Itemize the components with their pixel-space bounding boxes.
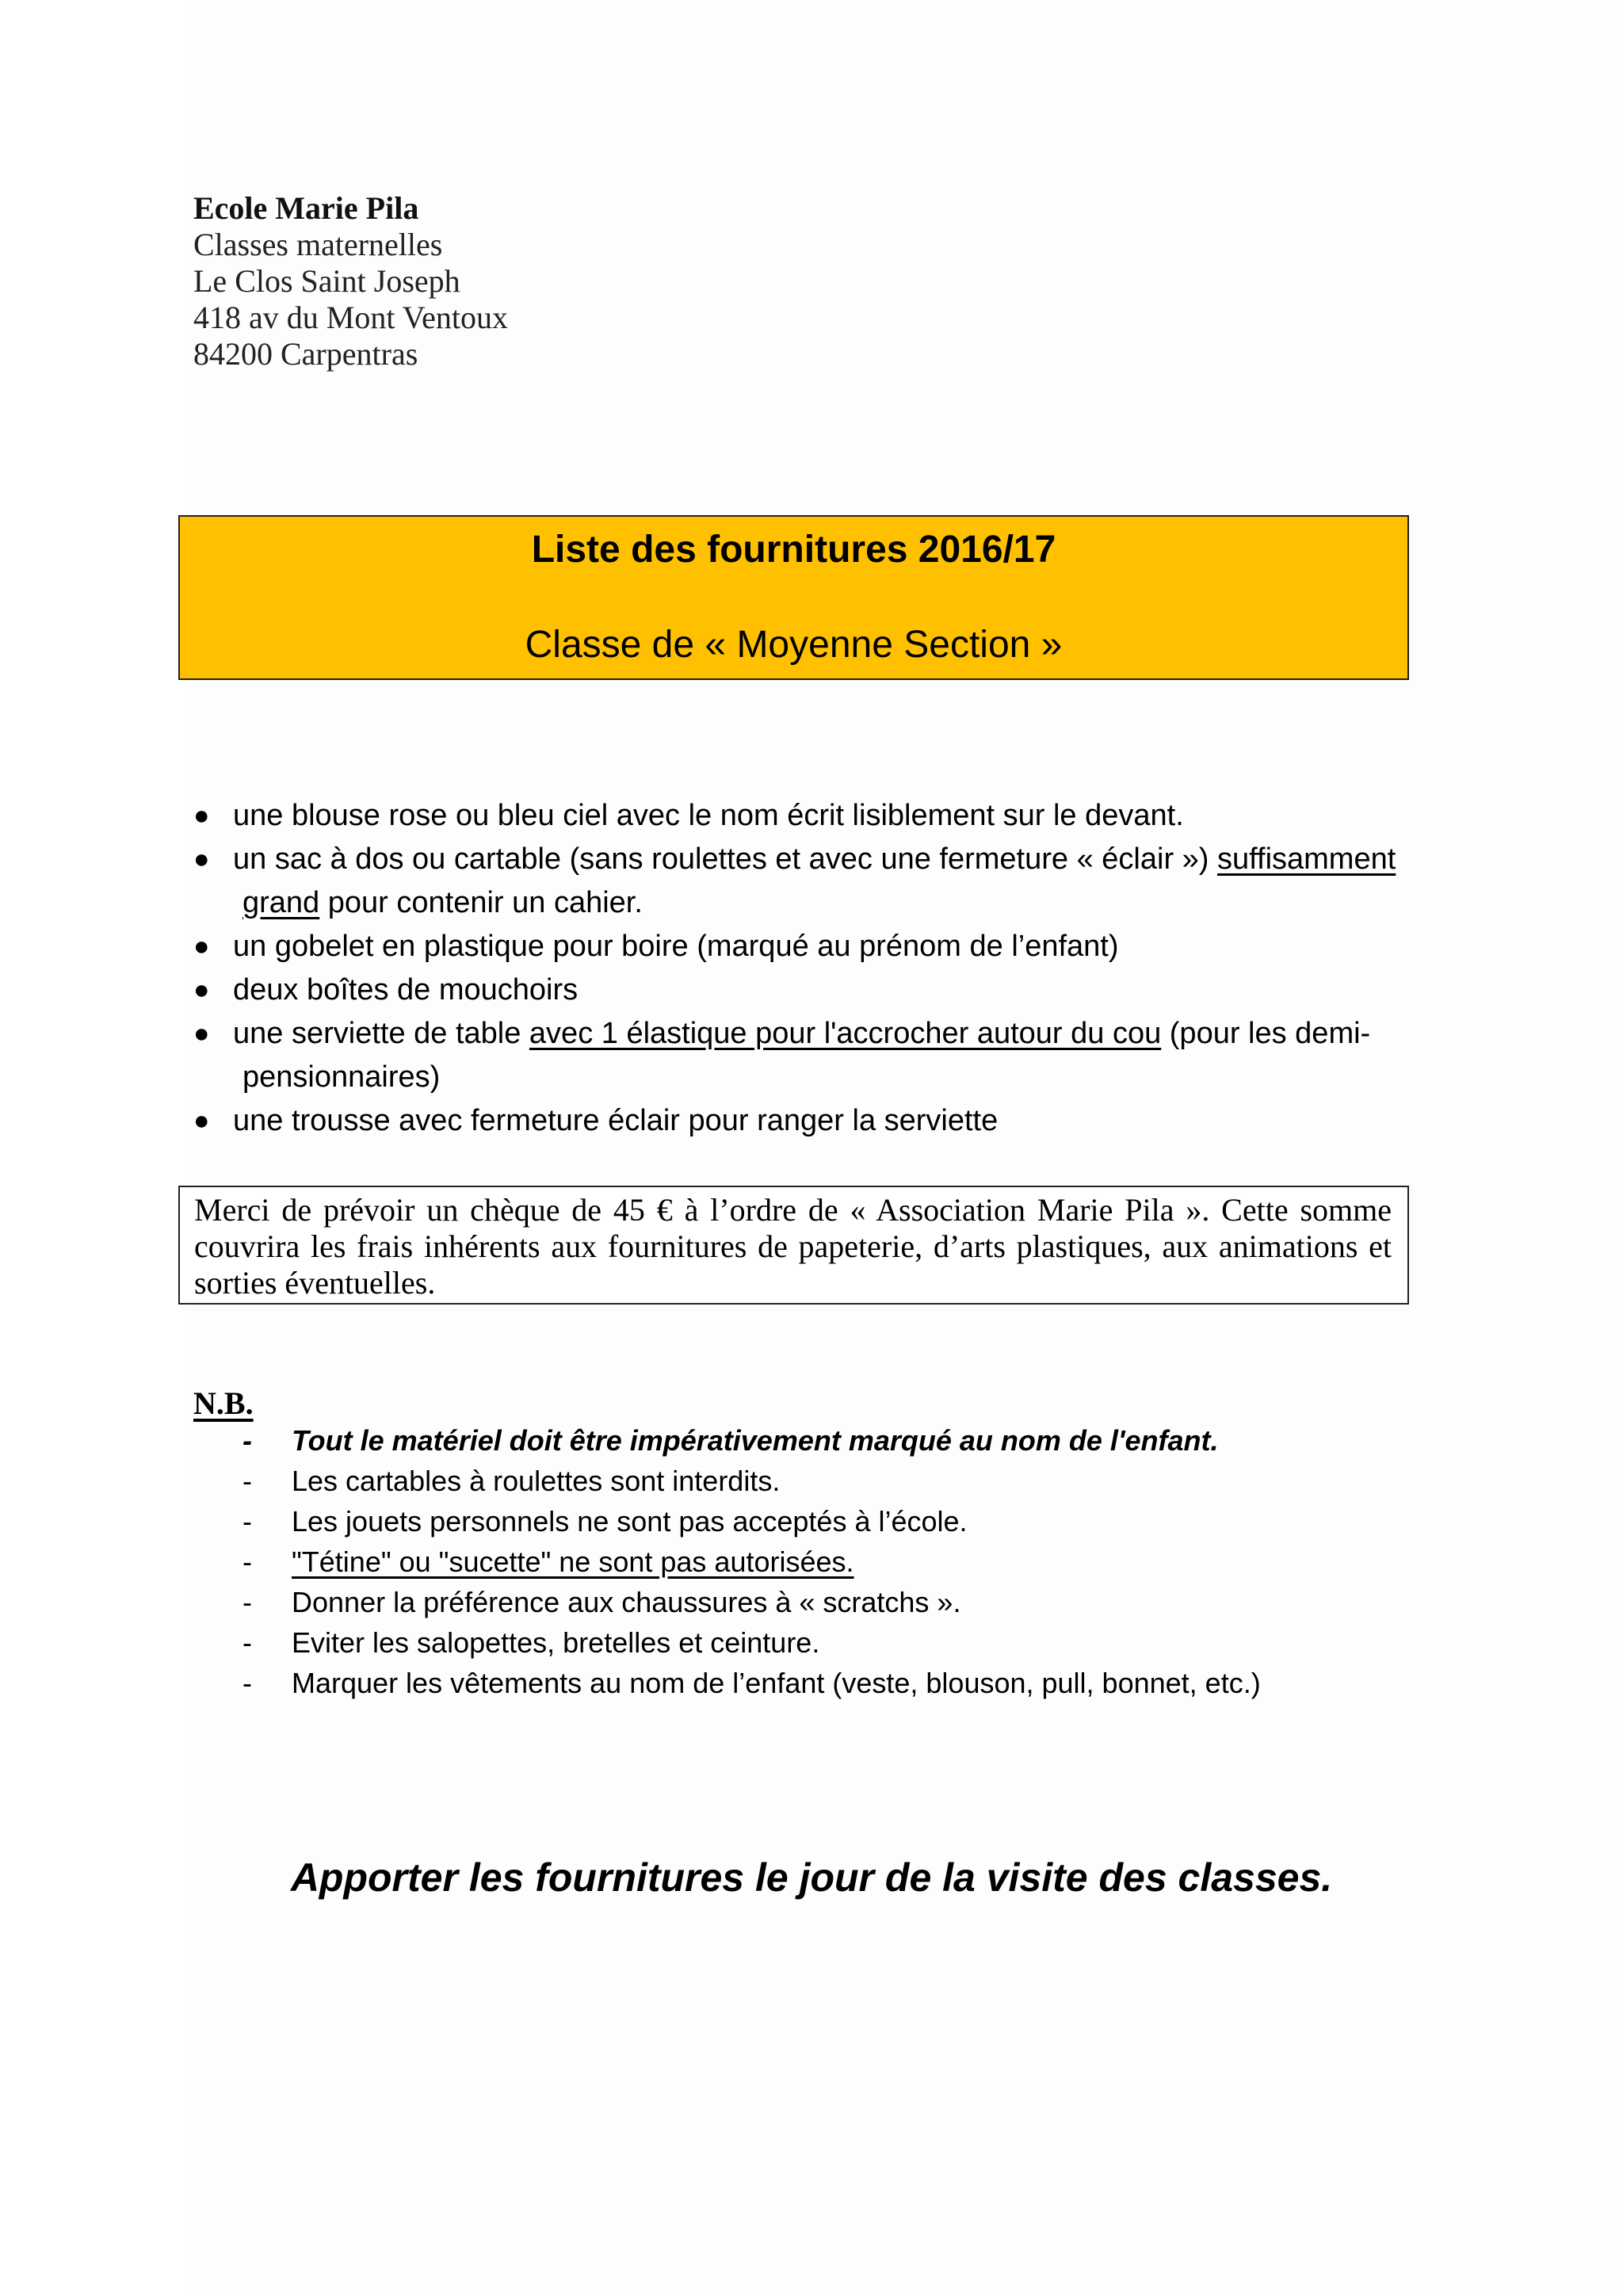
list-item bbox=[238, 1420, 1261, 1461]
list-item bbox=[238, 1622, 1261, 1663]
list-item bbox=[193, 1012, 1414, 1099]
dash-icon: - bbox=[242, 1465, 252, 1497]
nb-text: Les jouets personnels ne sont pas acceptés à l’école. bbox=[292, 1505, 968, 1538]
list-item bbox=[238, 1461, 1261, 1501]
list-item bbox=[193, 838, 1414, 925]
nb-text: Donner la préférence aux chaussures à « scratchs ». bbox=[292, 1586, 961, 1618]
address-line: Le Clos Saint Joseph bbox=[193, 263, 460, 299]
supply-text: une blouse rose ou bleu ciel avec le nom écrit lisiblement sur le devant. bbox=[233, 799, 1184, 832]
supply-text: une trousse avec fermeture éclair pour ranger la serviette bbox=[233, 1104, 999, 1137]
nb-text: "Tétine" ou "sucette" ne sont pas autorisées. bbox=[292, 1545, 854, 1578]
underlined-text: grand bbox=[242, 886, 320, 919]
list-item bbox=[238, 1501, 1261, 1541]
nb-text: Eviter les salopettes, bretelles et ceinture. bbox=[292, 1626, 820, 1659]
list-item bbox=[193, 925, 1414, 968]
underlined-text: suffisamment bbox=[1217, 842, 1396, 876]
dash-icon: - bbox=[242, 1505, 252, 1538]
bullet-icon: ● bbox=[193, 931, 210, 961]
list-item bbox=[238, 1582, 1261, 1622]
supply-text: un sac à dos ou cartable (sans roulettes et avec une fermeture « éclair ») bbox=[233, 842, 1217, 876]
bullet-icon: ● bbox=[193, 800, 210, 831]
dash-icon: - bbox=[242, 1586, 252, 1618]
dash-icon: - bbox=[242, 1667, 252, 1699]
bullet-icon: ● bbox=[193, 844, 210, 874]
nb-text: Marquer les vêtements au nom de l’enfant (veste, blouson, pull, bonnet, etc.) bbox=[292, 1667, 1261, 1699]
dash-icon: - bbox=[242, 1626, 252, 1659]
address-line: 418 av du Mont Ventoux bbox=[193, 300, 509, 335]
dash-icon: - bbox=[242, 1424, 252, 1457]
list-item bbox=[193, 968, 1414, 1012]
list-item bbox=[238, 1541, 1261, 1582]
supply-text: pour contenir un cahier. bbox=[319, 886, 643, 919]
list-title: Liste des fournitures 2016/17 bbox=[531, 529, 1056, 571]
supply-text: deux boîtes de mouchoirs bbox=[233, 973, 579, 1007]
nb-list bbox=[238, 1420, 1261, 1703]
dash-icon: - bbox=[242, 1545, 252, 1578]
supply-text: un gobelet en plastique pour boire (marqué au prénom de l’enfant) bbox=[233, 930, 1119, 963]
bullet-icon: ● bbox=[193, 975, 210, 1005]
underlined-text: avec 1 élastique pour l'accrocher autour du cou bbox=[529, 1017, 1162, 1050]
supplies-list bbox=[193, 794, 1414, 1143]
bullet-icon: ● bbox=[193, 1018, 210, 1049]
address-line: 84200 Carpentras bbox=[193, 336, 418, 372]
supply-text: une serviette de table bbox=[233, 1017, 529, 1050]
supply-text: pensionnaires) bbox=[242, 1060, 441, 1094]
footer-note: Apporter les fournitures le jour de la visite des classes. bbox=[290, 1855, 1333, 1900]
address-line: Classes maternelles bbox=[193, 227, 443, 262]
title-box bbox=[178, 515, 1409, 680]
school-address-block bbox=[193, 190, 508, 372]
bullet-icon: ● bbox=[193, 1106, 210, 1136]
supply-text: (pour les demi- bbox=[1161, 1017, 1371, 1050]
school-name: Ecole Marie Pila bbox=[193, 190, 419, 226]
list-item bbox=[193, 794, 1414, 838]
class-subtitle: Classe de « Moyenne Section » bbox=[525, 624, 1063, 666]
nb-text: Les cartables à roulettes sont interdits. bbox=[292, 1465, 781, 1497]
cheque-notice-box: Merci de prévoir un chèque de 45 € à l’ordre de « Association Marie Pila ». Cette somme couvrira les frais inhérents aux fournitures de papeterie, d’arts plastiques, aux animations et sorties éventuelles. bbox=[178, 1186, 1409, 1305]
nb-heading: N.B. bbox=[193, 1385, 254, 1421]
list-item bbox=[193, 1099, 1414, 1143]
list-item bbox=[238, 1663, 1261, 1703]
nb-text: Tout le matériel doit être impérativement marqué au nom de l'enfant. bbox=[292, 1424, 1219, 1457]
